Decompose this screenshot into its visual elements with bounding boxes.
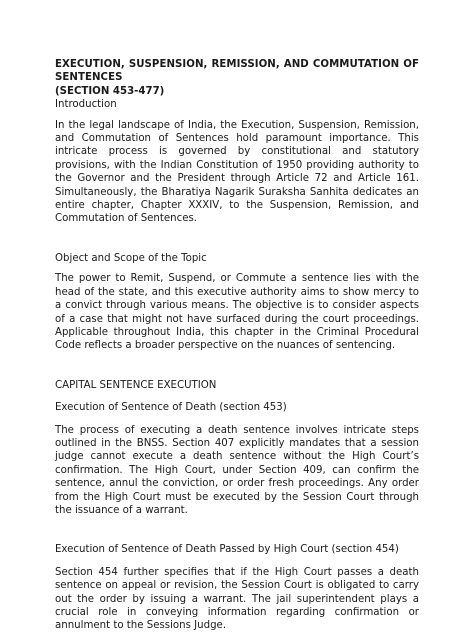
introduction-heading: Introduction xyxy=(55,99,117,111)
section-range: (SECTION 453-477) xyxy=(55,85,165,97)
capital-sentence-heading: CAPITAL SENTENCE EXECUTION xyxy=(55,379,217,391)
death-454-paragraph: Section 454 further specifies that if the High Court passes a death sentence on appeal or revision, the Session Court is obligated to carry out the order by issuing a warrant. The jail superintendent plays a crucial role in conveying information regarding confirmation or annulment to the Sessions Judge. xyxy=(55,566,419,632)
death-454-heading: Execution of Sentence of Death Passed by High Court (section 454) xyxy=(55,544,399,556)
intro-paragraph: In the legal landscape of India, the Execution, Suspension, Remission, and Commutation of Sentences hold paramount importance. This intricate process is governed by constitutional and statutory provisions, with the Indian Constitution of 1950 providing authority to the Governor and the President through Article 72 and Article 161. Simultaneously, the Bharatiya Nagarik Suraksha Sanhita dedicates an entire chapter, Chapter XXXIV, to the Suspension, Remission, and Commutation of Sentences. xyxy=(55,119,419,225)
death-453-paragraph: The process of executing a death sentence involves intricate steps outlined in the BNSS. Section 407 explicitly mandates that a session judge cannot execute a death sentence without the High Court’s confirmation. The High Court, under Section 409, can confirm the sentence, annul the conviction, or order fresh proceedings. Any order from the High Court must be executed by the Session Court through the issuance of a warrant. xyxy=(55,424,419,516)
document-title: EXECUTION, SUSPENSION, REMISSION, AND COMMUTATION OF SENTENCES xyxy=(55,59,419,84)
scope-heading: Object and Scope of the Topic xyxy=(55,252,207,264)
scope-paragraph: The power to Remit, Suspend, or Commute a sentence lies with the head of the state, and this executive authority aims to show mercy to a convict through various means. The objective is to consider aspects of a case that might not have surfaced during the court proceedings. Applicable throughout India, this chapter in the Criminal Procedural Code reflects a broader perspective on the nuances of sentencing. xyxy=(55,273,419,352)
document-page xyxy=(55,58,419,633)
death-453-heading: Execution of Sentence of Death (section 453) xyxy=(55,402,287,414)
